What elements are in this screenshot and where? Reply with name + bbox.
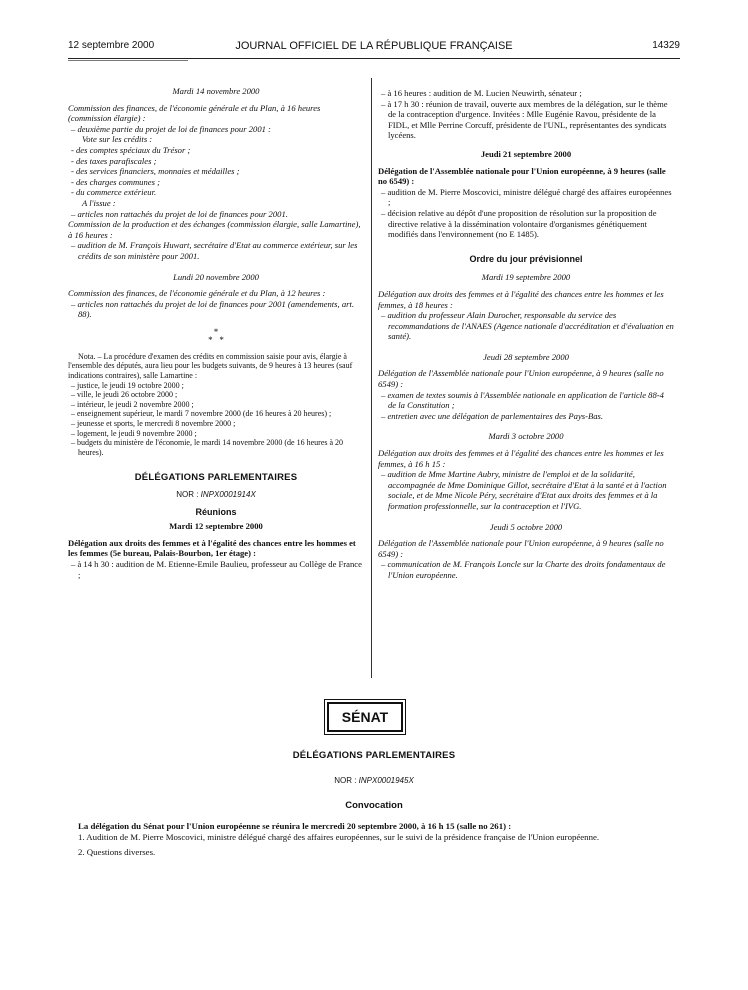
header-subrule — [68, 60, 188, 61]
header-date: 12 septembre 2000 — [68, 40, 155, 51]
nor-code: INPX0001945X — [358, 776, 414, 785]
paragraph: Commission des finances, de l'économie générale et du Plan, à 12 heures : — [68, 288, 326, 299]
nor-code: INPX0001914X — [200, 490, 256, 499]
list-item: 2. Questions diverses. — [78, 847, 156, 857]
paragraph: Délégation de l'Assemblée nationale pour l'Union européenne, à 9 heures (salle no 6549) : — [378, 368, 664, 390]
list-item: – audition du professeur Alain Durocher, responsable du service des recommandations de l'ANAES (Agence nationale d'accréditation et d'évaluation en santé). — [381, 310, 674, 342]
header-rule — [68, 58, 680, 59]
left-column — [68, 80, 364, 580]
list-item: – audition de M. Pierre Moscovici, ministre délégué chargé des affaires européennes ; — [381, 186, 672, 208]
section-title: DÉLÉGATIONS PARLEMENTAIRES — [292, 750, 456, 761]
list-item: - des taxes parafiscales ; — [71, 155, 157, 166]
nor-reference — [68, 490, 364, 501]
list-item: - des services financiers, monnaies et médailles ; — [71, 166, 240, 177]
list-item: – justice, le jeudi 19 octobre 2000 ; — [71, 380, 184, 390]
date-heading: Mardi 19 septembre 2000 — [481, 272, 571, 283]
list-item: – enseignement supérieur, le mardi 7 novembre 2000 (de 16 heures à 20 heures) ; — [71, 409, 332, 419]
vote-intro: Vote sur les crédits : — [82, 134, 153, 145]
senat-section — [68, 750, 680, 858]
senat-box: SÉNAT — [327, 702, 403, 732]
list-item: – intérieur, le jeudi 2 novembre 2000 ; — [71, 399, 194, 409]
date-heading: Mardi 14 novembre 2000 — [172, 86, 260, 96]
section-separator-stars: * * * — [208, 326, 224, 345]
date-heading: Jeudi 21 septembre 2000 — [480, 148, 572, 159]
paragraph: Délégation aux droits des femmes et à l'égalité des chances entre les hommes et les femmes, à 18 heures : — [378, 288, 664, 310]
list-item: – communication de M. François Loncle sur la Charte des droits fondamentaux de l'Union européenne. — [381, 559, 666, 580]
list-item: – décision relative au dépôt d'une proposition de résolution sur la proposition de directive relative à la dissémination volontaire d'organismes génétiquement modifiés dans l'environnement (no E 1485). — [381, 207, 657, 240]
section-title: DÉLÉGATIONS PARLEMENTAIRES — [134, 472, 298, 484]
list-item: - des charges communes ; — [71, 176, 160, 187]
paragraph: Délégation aux droits des femmes et à l'égalité des chances entre les hommes et les femmes (5e bureau, Palais-Bourbon, 1er étage) : — [68, 537, 356, 559]
nota-paragraph: Nota. – La procédure d'examen des crédits en commission saisie pour avis, élargie à l'ensemble des députés, aura lieu pour les budgets suivants, de 9 heures à 13 heures (sauf indications contraires), salle Lamartine : — [68, 351, 353, 381]
date-heading: Jeudi 5 octobre 2000 — [489, 521, 563, 532]
paragraph: Délégation aux droits des femmes et à l'égalité des chances entre les hommes et les femmes, à 16 h 15 : — [378, 448, 664, 469]
list-item: – à 16 heures : audition de M. Lucien Neuwirth, sénateur ; — [381, 88, 582, 98]
list-item: – entretien avec une délégation de parlementaires des Pays-Bas. — [381, 410, 604, 421]
date-heading: Lundi 20 novembre 2000 — [173, 271, 259, 282]
date-heading: Mardi 3 octobre 2000 — [488, 431, 564, 442]
paragraph: Délégation de l'Assemblée nationale pour l'Union européenne, à 9 heures (salle no 6549) : — [378, 538, 664, 559]
list-item: - des comptes spéciaux du Trésor ; — [71, 144, 191, 155]
page-header — [68, 40, 680, 56]
date-heading: Mardi 12 septembre 2000 — [169, 521, 263, 532]
column-divider — [371, 78, 372, 678]
list-item: – articles non rattachés du projet de loi de finances pour 2001 (amendements, art. 88). — [71, 298, 354, 320]
list-item: – examen de textes soumis à l'Assemblée nationale en application de l'article 88-4 de la Constitution ; — [381, 389, 664, 411]
list-item: - du commerce extérieur. — [71, 187, 157, 198]
list-item: – audition de Mme Martine Aubry, ministre de l'emploi et de la solidarité, accompagnée de Mme Dominique Gillot, secrétaire d'Etat à la santé et à l'action sociale, et de Mme Nicole Péry, secrétaire d'Etat aux droits des femmes et à la formation professionnelle, sur la contraception et l'IVG. — [381, 469, 667, 511]
paragraph: Commission de la production et des échanges (commission élargie, salle Lamartine), à 16 heures : — [68, 219, 361, 240]
list-item: – à 17 h 30 : réunion de travail, ouverte aux membres de la délégation, sur le thème de la contraception d'urgence. Invitées : Mlle Eugénie Ravou, présidente de la FIDL, et Mlle Perrine Corcuff, présidente de l'UNL, représentantes des syndicats lycéens. — [381, 98, 668, 141]
subsection-title: Ordre du jour prévisionnel — [469, 253, 583, 264]
journal-title: JOURNAL OFFICIEL DE LA RÉPUBLIQUE FRANÇAISE — [235, 40, 513, 52]
page-number: 14329 — [652, 40, 680, 51]
list-item: – à 14 h 30 : audition de M. Etienne-Emile Baulieu, professeur au Collège de France ; — [71, 558, 362, 580]
paragraph: Commission des finances, de l'économie générale et du Plan, à 16 heures (commission élargie) : — [68, 102, 321, 124]
nor-label: NOR : — [334, 776, 359, 785]
list-item: – articles non rattachés du projet de loi de finances pour 2001. — [71, 208, 288, 219]
list-item: – audition de M. François Huwart, secrétaire d'Etat au commerce extérieur, sur les crédits de son ministère pour 2001. — [71, 240, 358, 261]
list-item: 1. Audition de M. Pierre Moscovici, ministre délégué chargé des affaires européennes, sur le suivi de la présidence française de l'Union européenne. — [78, 832, 600, 842]
paragraph: Délégation de l'Assemblée nationale pour l'Union européenne, à 9 heures (salle no 6549) : — [378, 165, 666, 187]
subsection-title: Convocation — [345, 800, 403, 811]
paragraph: La délégation du Sénat pour l'Union européenne se réunira le mercredi 20 septembre 2000, à 16 h 15 (salle no 261) : — [78, 821, 512, 831]
list-item: – logement, le jeudi 9 novembre 2000 ; — [71, 428, 197, 438]
list-item: – jeunesse et sports, le mercredi 8 novembre 2000 ; — [71, 419, 236, 429]
list-item: – ville, le jeudi 26 octobre 2000 ; — [71, 390, 178, 400]
list-item: – deuxième partie du projet de loi de finances pour 2001 : — [71, 123, 271, 134]
nor-label: NOR : — [176, 490, 201, 499]
right-column — [378, 88, 674, 581]
nor-reference — [68, 775, 680, 786]
subsection-title: Réunions — [195, 506, 237, 517]
date-heading: Jeudi 28 septembre 2000 — [483, 351, 569, 362]
list-item: – budgets du ministère de l'économie, le mardi 14 novembre 2000 (de 16 heures à 20 heures). — [71, 438, 344, 457]
issue-label: A l'issue : — [82, 197, 116, 208]
